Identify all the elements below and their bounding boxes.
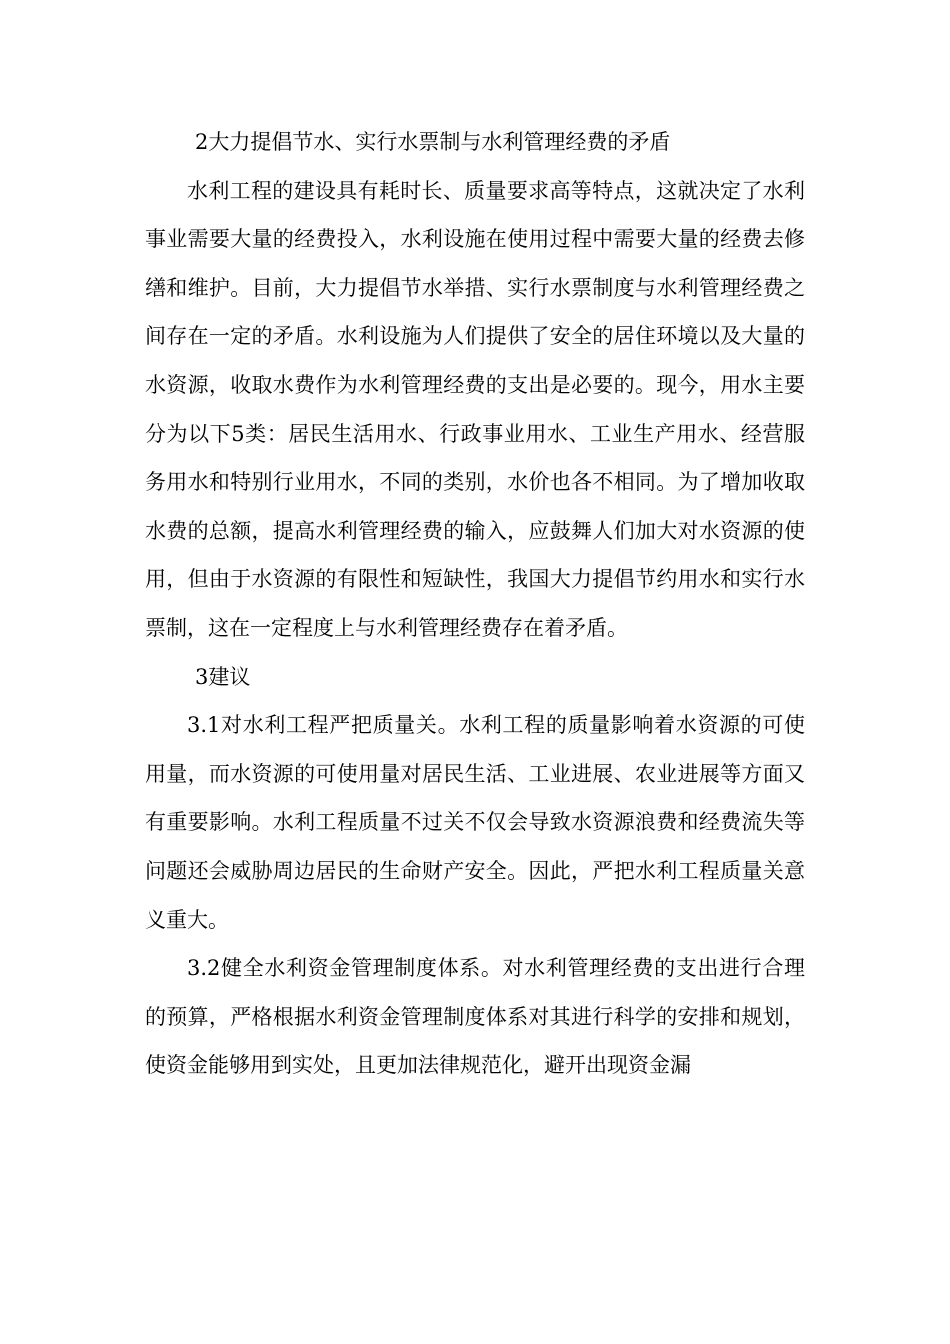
paragraph-3-1: 3.1对水利工程严把质量关。水利工程的质量影响着水资源的可使用量，而水资源的可使用量对居民生活、工业进展、农业进展等方面又有重要影响。水利工程质量不过关不仅会导致水资源浪费和经费流失等问题还会威胁周边居民的生命财产安全。因此，严把水利工程质量关意义重大。 xyxy=(145,713,805,932)
paragraph-section-2: 水利工程的建设具有耗时长、质量要求高等特点，这就决定了水利事业需要大量的经费投入，水利设施在使用过程中需要大量的经费去修缮和维护。目前，大力提倡节水举措、实行水票制度与水利管理经费之间存在一定的矛盾。水利设施为人们提供了安全的居住环境以及大量的水资源，收取水费作为水利管理经费的支出是必要的。现今，用水主要分为以下5类：居民生活用水、行政事业用水、工业生产用水、经营服务用水和特别行业用水，不同的类别，水价也各不相同。为了增加收取水费的总额，提高水利管理经费的输入，应鼓舞人们加大对水资源的使用，但由于水资源的有限性和短缺性，我国大力提倡节约用水和实行水票制，这在一定程度上与水利管理经费存在着矛盾。 xyxy=(145,178,805,640)
paragraph-3-2: 3.2健全水利资金管理制度体系。对水利管理经费的支出进行合理的预算，严格根据水利资金管理制度体系对其进行科学的安排和规划，使资金能够用到实处，且更加法律规范化，避开出现资金漏 xyxy=(145,956,805,1078)
document-body xyxy=(145,118,805,1090)
section-heading-2: 2大力提倡节水、实行水票制与水利管理经费的矛盾 xyxy=(195,130,671,154)
section-heading-3: 3建议 xyxy=(195,664,251,689)
